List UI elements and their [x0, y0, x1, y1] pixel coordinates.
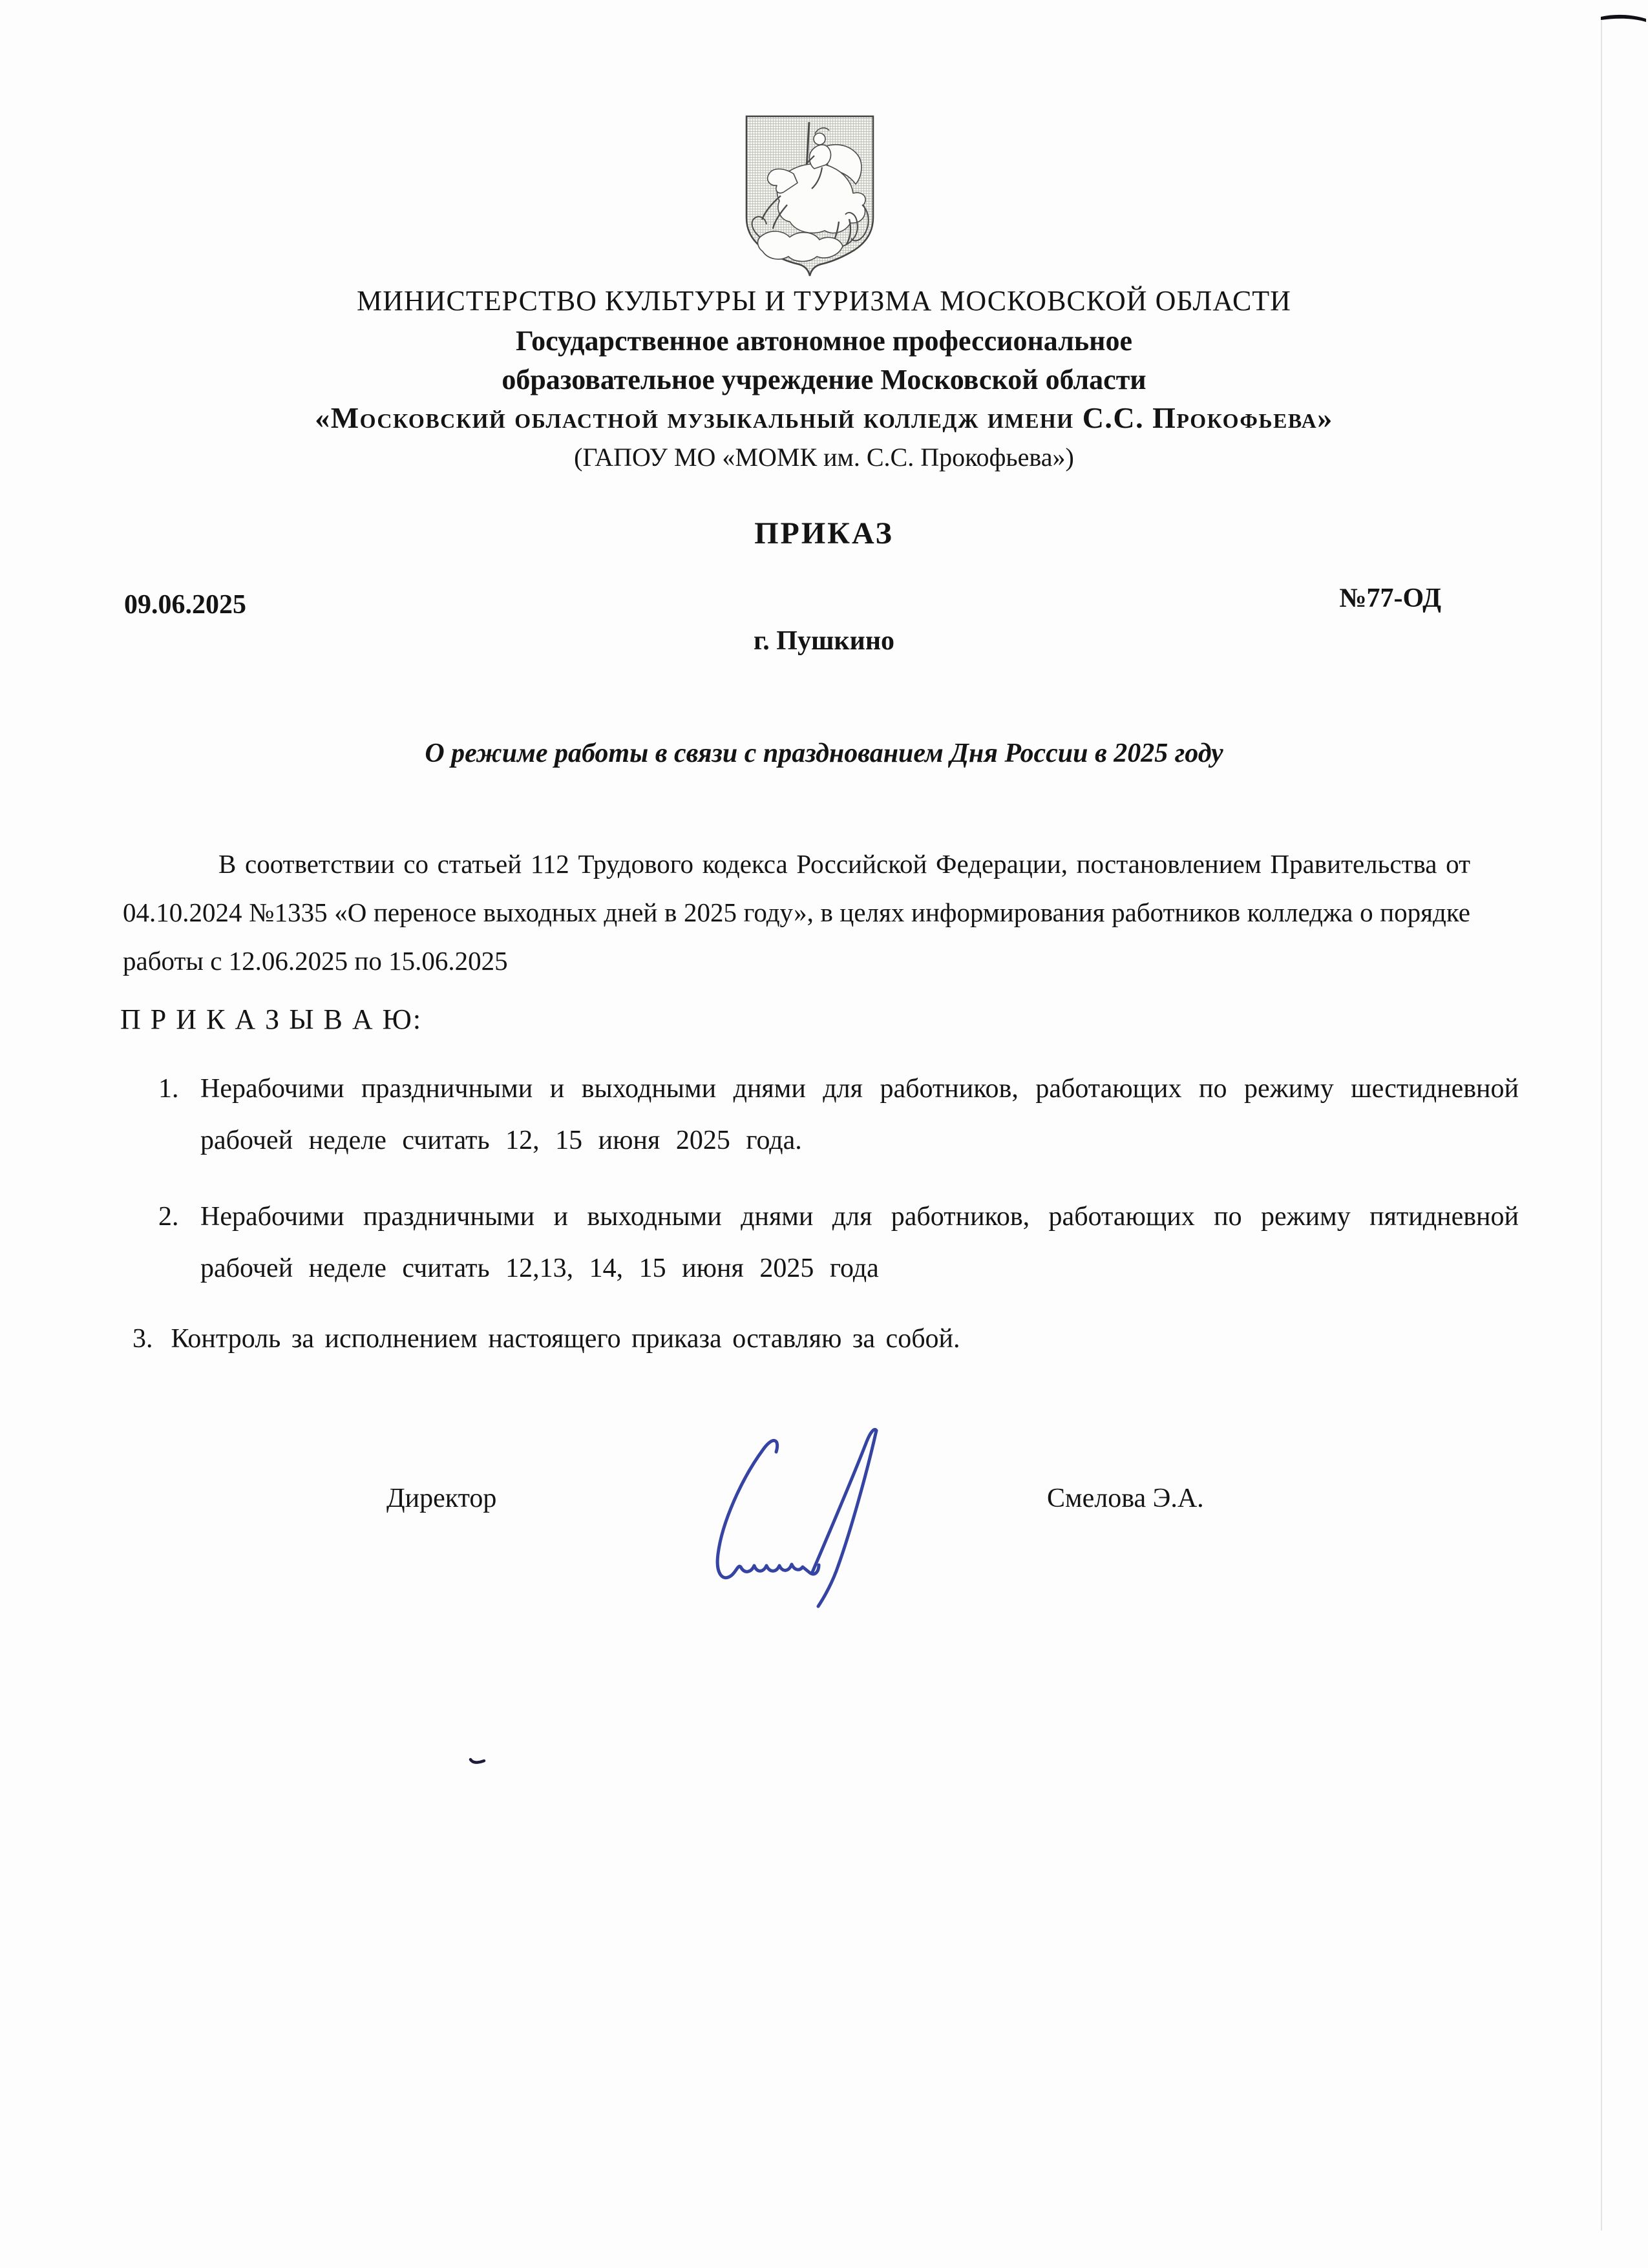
- item-text: Нерабочими праздничными и выходными днями для работников, работающих по режиму шестидневной рабочей неделе считать 12, 15 июня 2025 года.: [200, 1074, 1519, 1155]
- signer-name: Смелова Э.А.: [1047, 1484, 1204, 1513]
- signer-position: Директор: [386, 1484, 497, 1513]
- order-subject: О режиме работы в связи с празднованием Дня России в 2025 году: [425, 739, 1223, 768]
- decree-word: П Р И К А З Ы В А Ю:: [120, 1003, 423, 1035]
- org-short-name: (ГАПОУ МО «МОМК им. С.С. Прокофьева»): [574, 443, 1074, 472]
- item-text: Нерабочими праздничными и выходными днями для работников, работающих по режиму пятидневной рабочей неделе считать 12,13, 14, 15 июня 2025 года: [200, 1202, 1519, 1283]
- scan-ink-smudge: [469, 1755, 487, 1767]
- order-preamble: В соответствии со статьей 112 Трудового кодекса Российской Федерации, постановлением Правительства от 04.10.2024 №1335 «О переносе выходных дней в 2025 году», в целях информирования работников колледжа о порядке работы с 12.06.2025 по 15.06.2025: [123, 849, 1470, 976]
- order-item-2: [158, 1191, 1519, 1294]
- order-number: №77-ОД: [1339, 583, 1441, 613]
- item-number: 3.: [132, 1324, 153, 1354]
- order-city: г. Пушкино: [753, 626, 895, 656]
- item-number: 1.: [158, 1074, 179, 1104]
- org-type-line-1: Государственное автономное профессиональное: [515, 325, 1133, 357]
- coat-of-arms-icon: [742, 113, 878, 280]
- order-item-1: [158, 1063, 1519, 1166]
- scan-edge-line: [1601, 21, 1602, 2231]
- scan-corner-mark: [1601, 13, 1646, 25]
- item-text: Контроль за исполнением настоящего приказа оставляю за собой.: [171, 1324, 960, 1354]
- item-number: 2.: [158, 1202, 179, 1232]
- ministry-name: МИНИСТЕРСТВО КУЛЬТУРЫ И ТУРИЗМА МОСКОВСКОЙ ОБЛАСТИ: [357, 285, 1291, 317]
- document-type-title: ПРИКАЗ: [754, 516, 894, 551]
- order-date: 09.06.2025: [124, 590, 246, 620]
- org-type-line-2: образовательное учреждение Московской области: [502, 364, 1146, 395]
- order-item-3: [132, 1323, 960, 1354]
- org-full-name: «Московский областной музыкальный колледж имени С.С. Прокофьева»: [315, 401, 1333, 434]
- signature-ink: [650, 1412, 940, 1625]
